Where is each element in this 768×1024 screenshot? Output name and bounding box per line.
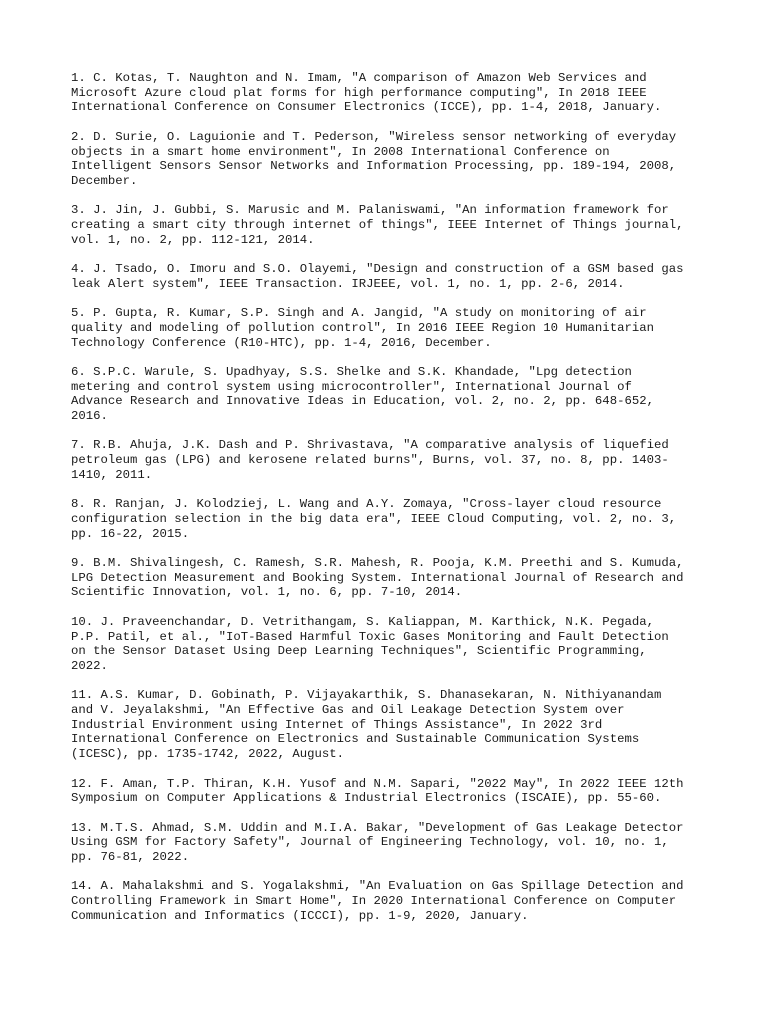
reference-entry-5: 5. P. Gupta, R. Kumar, S.P. Singh and A. Jangid, "A study on monitoring of air quality and modeling of pollution control", In 2016 IEEE Region 10 Humanitarian Technology Conference (R10-HTC), pp. 1-4, 2016, December.: [71, 306, 654, 350]
reference-entry-8: 8. R. Ranjan, J. Kolodziej, L. Wang and A.Y. Zomaya, "Cross-layer cloud resource configuration selection in the big data era", IEEE Cloud Computing, vol. 2, no. 3, pp. 16-22, 2015.: [71, 497, 677, 541]
reference-entry-1: 1. C. Kotas, T. Naughton and N. Imam, "A comparison of Amazon Web Services and Microsoft Azure cloud plat forms for high performance computing", In 2018 IEEE International Conference on Consumer Electronics (ICCE), pp. 1-4, 2018, January.: [71, 71, 662, 115]
reference-entry-13: 13. M.T.S. Ahmad, S.M. Uddin and M.I.A. Bakar, "Development of Gas Leakage Detector Using GSM for Factory Safety", Journal of Engineering Technology, vol. 10, no. 1, pp. 76-81, 2022.: [71, 820, 684, 865]
reference-entry-11: 11. A.S. Kumar, D. Gobinath, P. Vijayakarthik, S. Dhanasekaran, N. Nithiyanandam and V. Jeyalakshmi, "An Effective Gas and Oil Leakage Detection System over Industrial Environment using Internet of Things Assistance", In 2022 3rd International Conference on Electronics and Sustainable Communication Systems (ICESC), pp. 1735-1742, 2022, August.: [71, 688, 662, 762]
reference-entry-4: 4. J. Tsado, O. Imoru and S.O. Olayemi, "Design and construction of a GSM based gas leak Alert system", IEEE Transaction. IRJEEE, vol. 1, no. 1, pp. 2-6, 2014.: [71, 262, 684, 291]
reference-entry-10: 10. J. Praveenchandar, D. Vetrithangam, S. Kaliappan, M. Karthick, N.K. Pegada, P.P. Patil, et al., "IoT-Based Harmful Toxic Gases Monitoring and Fault Detection on the Sensor Dataset Using Deep Learning Techniques", Scientific Programming, 2022.: [71, 614, 669, 673]
reference-entry-14: 14. A. Mahalakshmi and S. Yogalakshmi, "An Evaluation on Gas Spillage Detection and Controlling Framework in Smart Home", In 2020 International Conference on Computer Communication and Informatics (ICCCI), pp. 1-9, 2020, January.: [71, 879, 684, 923]
reference-entry-6: 6. S.P.C. Warule, S. Upadhyay, S.S. Shelke and S.K. Khandade, "Lpg detection metering and control system using microcontroller", International Journal of Advance Research and Innovative Ideas in Education, vol. 2, no. 2, pp. 648-652, 2016.: [71, 364, 654, 424]
reference-entry-12: 12. F. Aman, T.P. Thiran, K.H. Yusof and N.M. Sapari, "2022 May", In 2022 IEEE 12th Symposium on Computer Applications & Industrial Electronics (ISCAIE), pp. 55-60.: [71, 776, 684, 806]
reference-list: [71, 71, 699, 938]
reference-entry-7: 7. R.B. Ahuja, J.K. Dash and P. Shrivastava, "A comparative analysis of liquefied petroleum gas (LPG) and kerosene related burns", Burns, vol. 37, no. 8, pp. 1403- 1410, 2011.: [71, 438, 669, 482]
reference-entry-2: 2. D. Surie, O. Laguionie and T. Pederson, "Wireless sensor networking of everyday objects in a smart home environment", In 2008 International Conference on Intelligent Sensors Sensor Networks and Information Processing, pp. 189-194, 2008, December.: [71, 129, 677, 188]
reference-entry-9: 9. B.M. Shivalingesh, C. Ramesh, S.R. Mahesh, R. Pooja, K.M. Preethi and S. Kumuda, LPG Detection Measurement and Booking System. International Journal of Research and Scientific Innovation, vol. 1, no. 6, pp. 7-10, 2014.: [71, 556, 684, 600]
reference-entry-3: 3. J. Jin, J. Gubbi, S. Marusic and M. Palaniswami, "An information framework for creating a smart city through internet of things", IEEE Internet of Things journal, vol. 1, no. 2, pp. 112-121, 2014.: [71, 203, 684, 247]
